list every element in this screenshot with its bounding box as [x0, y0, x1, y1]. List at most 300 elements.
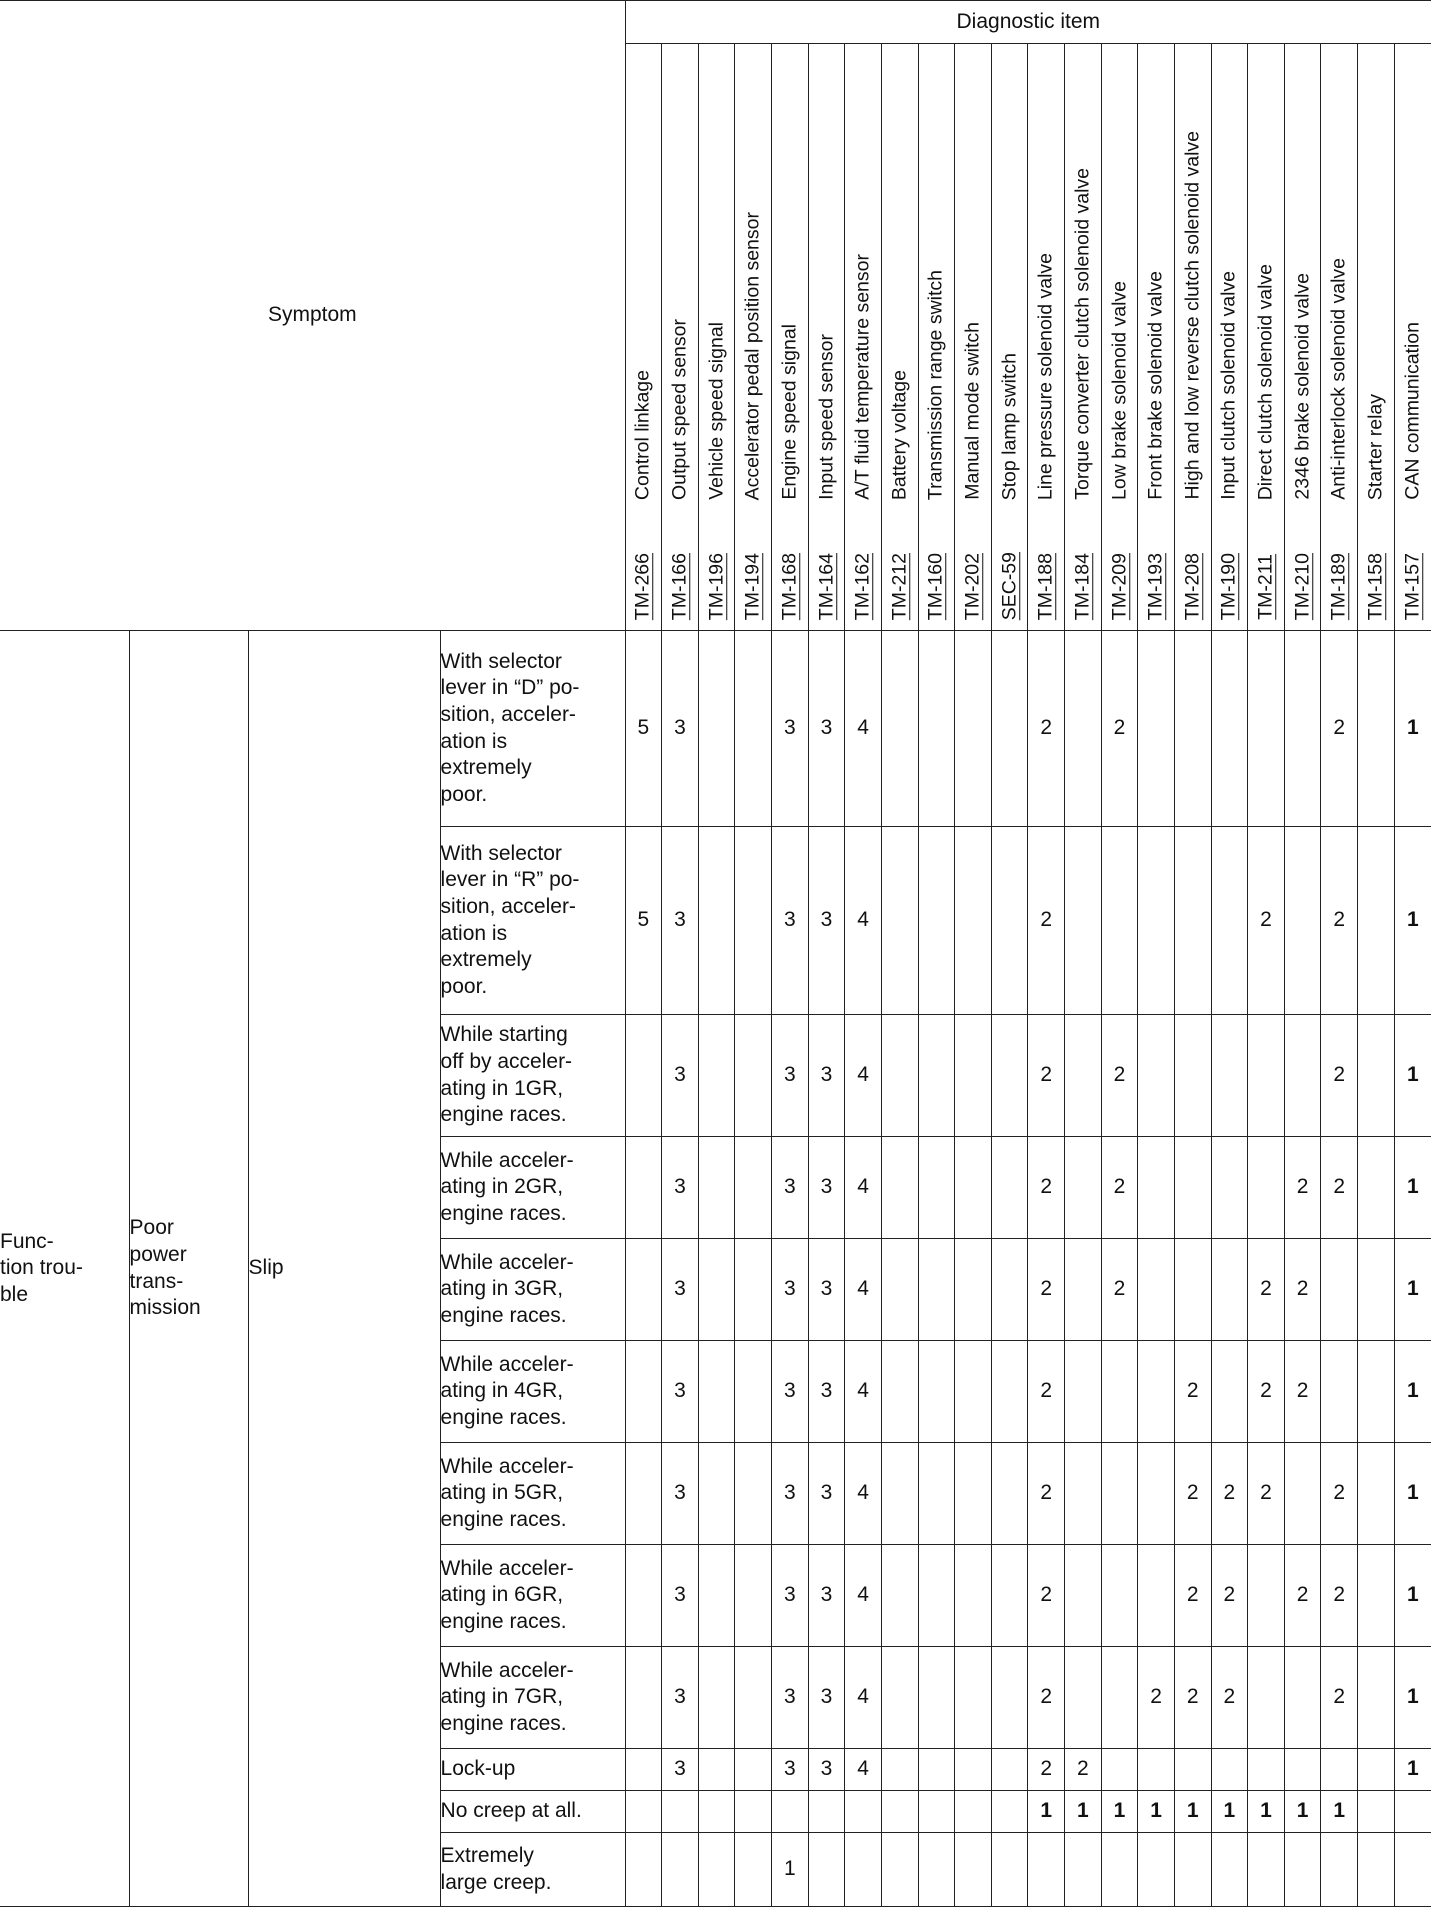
- priority-cell: 3: [772, 1137, 809, 1239]
- priority-cell: 1: [1394, 1443, 1431, 1545]
- priority-cell: [1138, 1239, 1175, 1341]
- diagnostic-item-column-header: [698, 44, 735, 631]
- symptom-description: Lock-up: [440, 1749, 625, 1791]
- symptom-description: With selector lever in “R” po- sition, acceler- ation is extremely poor.: [440, 827, 625, 1015]
- priority-cell: 3: [772, 1239, 809, 1341]
- diagnostic-item-reference-link[interactable]: TM-157: [1401, 552, 1424, 620]
- priority-cell: 2: [1101, 631, 1138, 827]
- priority-cell: [918, 1015, 955, 1137]
- priority-cell: 2: [1065, 1749, 1102, 1791]
- priority-cell: [991, 1791, 1028, 1833]
- priority-cell: 4: [845, 1647, 882, 1749]
- priority-cell: 3: [808, 1545, 845, 1647]
- priority-cell: 3: [772, 1647, 809, 1749]
- priority-cell: 2: [1211, 1443, 1248, 1545]
- priority-cell: [1358, 827, 1395, 1015]
- diagnostic-item-column-header: [1321, 44, 1358, 631]
- symptom-description: While acceler- ating in 3GR, engine races.: [440, 1239, 625, 1341]
- priority-cell: [1174, 1239, 1211, 1341]
- priority-cell: 2: [1284, 1341, 1321, 1443]
- priority-cell: [1065, 1015, 1102, 1137]
- priority-cell: [918, 1791, 955, 1833]
- symptom-type: Slip: [248, 631, 440, 1907]
- diagnostic-item-reference-link[interactable]: TM-168: [778, 552, 801, 620]
- priority-cell: 3: [808, 1749, 845, 1791]
- diagnostic-item-reference-link[interactable]: TM-194: [741, 552, 764, 620]
- diagnostic-item-name: Control linkage: [631, 369, 654, 500]
- symptom-subcategory: Poor power trans- mission: [129, 631, 248, 1907]
- diagnostic-item-reference-link[interactable]: TM-164: [814, 552, 837, 620]
- priority-cell: 3: [772, 631, 809, 827]
- priority-cell: [991, 1239, 1028, 1341]
- priority-cell: [1065, 1647, 1102, 1749]
- priority-cell: [698, 1749, 735, 1791]
- diagnostic-item-name: Stop lamp switch: [997, 352, 1020, 500]
- priority-cell: 3: [808, 631, 845, 827]
- priority-cell: [698, 1833, 735, 1907]
- priority-cell: [881, 1833, 918, 1907]
- priority-cell: [1284, 827, 1321, 1015]
- diagnostic-item-reference-link[interactable]: TM-211: [1254, 554, 1277, 620]
- priority-cell: [1138, 1137, 1175, 1239]
- priority-cell: 3: [662, 1015, 699, 1137]
- priority-cell: [918, 1137, 955, 1239]
- priority-cell: 2: [1138, 1647, 1175, 1749]
- diagnostic-item-name: Line pressure solenoid valve: [1034, 252, 1057, 500]
- diagnostic-item-column-header: [1284, 44, 1321, 631]
- priority-cell: 2: [1028, 631, 1065, 827]
- priority-cell: 4: [845, 1137, 882, 1239]
- priority-cell: [698, 1545, 735, 1647]
- priority-cell: [625, 1443, 662, 1545]
- priority-cell: [1358, 1647, 1395, 1749]
- diagnostic-item-column-header: [845, 44, 882, 631]
- priority-cell: [735, 827, 772, 1015]
- priority-cell: [918, 631, 955, 827]
- priority-cell: [955, 1545, 992, 1647]
- diagnostic-item-reference-link[interactable]: TM-162: [851, 552, 874, 620]
- priority-cell: [1394, 1833, 1431, 1907]
- priority-cell: [1138, 1749, 1175, 1791]
- priority-cell: 2: [1248, 1341, 1285, 1443]
- priority-cell: 2: [1321, 1015, 1358, 1137]
- priority-cell: [1248, 1647, 1285, 1749]
- priority-cell: [735, 1137, 772, 1239]
- priority-cell: 1: [1321, 1791, 1358, 1833]
- diagnostic-item-header: Diagnostic item: [625, 1, 1431, 44]
- priority-cell: [1065, 827, 1102, 1015]
- priority-cell: 1: [1394, 1341, 1431, 1443]
- priority-cell: [1358, 1749, 1395, 1791]
- priority-cell: 2: [1174, 1647, 1211, 1749]
- diagnostic-item-name: 2346 brake solenoid valve: [1290, 273, 1313, 500]
- priority-cell: 2: [1101, 1015, 1138, 1137]
- priority-cell: [625, 1791, 662, 1833]
- diagnostic-item-column-header: [1248, 44, 1285, 631]
- diagnostic-item-name: Engine speed signal: [778, 324, 801, 500]
- priority-cell: [1284, 1443, 1321, 1545]
- priority-cell: 2: [1028, 1015, 1065, 1137]
- priority-cell: [1174, 1015, 1211, 1137]
- priority-cell: [735, 1791, 772, 1833]
- priority-cell: 3: [808, 1341, 845, 1443]
- priority-cell: [698, 1341, 735, 1443]
- priority-cell: [662, 1791, 699, 1833]
- diagnostic-item-column-header: [918, 44, 955, 631]
- priority-cell: [991, 1137, 1028, 1239]
- priority-cell: [1065, 631, 1102, 827]
- priority-cell: 4: [845, 1015, 882, 1137]
- diagnostic-item-name: A/T fluid temperature sensor: [851, 254, 874, 500]
- priority-cell: [698, 631, 735, 827]
- diagnostic-item-reference-link[interactable]: TM-189: [1327, 552, 1350, 620]
- diagnostic-item-column-header: [955, 44, 992, 631]
- symptom-description: Extremely large creep.: [440, 1833, 625, 1907]
- diagnostic-item-reference-link[interactable]: TM-190: [1217, 552, 1240, 620]
- priority-cell: 3: [662, 1341, 699, 1443]
- priority-cell: 3: [808, 1443, 845, 1545]
- table-row: [0, 631, 1431, 827]
- priority-cell: [881, 1749, 918, 1791]
- priority-cell: 2: [1028, 1749, 1065, 1791]
- priority-cell: 4: [845, 827, 882, 1015]
- priority-cell: [772, 1791, 809, 1833]
- priority-cell: [1101, 1443, 1138, 1545]
- priority-cell: 3: [662, 1239, 699, 1341]
- priority-cell: 2: [1028, 1341, 1065, 1443]
- diagnostic-item-column-header: [1138, 44, 1175, 631]
- priority-cell: [1211, 631, 1248, 827]
- priority-cell: [1358, 1791, 1395, 1833]
- priority-cell: [625, 1137, 662, 1239]
- priority-cell: [1065, 1341, 1102, 1443]
- priority-cell: [625, 1749, 662, 1791]
- priority-cell: [955, 1137, 992, 1239]
- priority-cell: [845, 1791, 882, 1833]
- priority-cell: [1211, 827, 1248, 1015]
- priority-cell: [1138, 1545, 1175, 1647]
- priority-cell: [735, 1015, 772, 1137]
- priority-cell: [955, 1341, 992, 1443]
- priority-cell: [991, 1443, 1028, 1545]
- priority-cell: [625, 1647, 662, 1749]
- priority-cell: 4: [845, 1443, 882, 1545]
- priority-cell: 2: [1284, 1137, 1321, 1239]
- priority-cell: [918, 1545, 955, 1647]
- priority-cell: 2: [1174, 1545, 1211, 1647]
- priority-cell: [1101, 1647, 1138, 1749]
- diagnostic-item-reference-link[interactable]: TM-188: [1034, 552, 1057, 620]
- diagnostic-item-name: Manual mode switch: [961, 322, 984, 500]
- priority-cell: [955, 631, 992, 827]
- priority-cell: [1138, 1015, 1175, 1137]
- diagnostic-item-name: Accelerator pedal position sensor: [741, 211, 764, 500]
- priority-cell: 1: [1174, 1791, 1211, 1833]
- priority-cell: 2: [1101, 1239, 1138, 1341]
- priority-cell: [1321, 1239, 1358, 1341]
- diagnostic-item-reference-link[interactable]: TM-212: [888, 552, 910, 620]
- diagnostic-item-reference-link[interactable]: TM-184: [1071, 552, 1094, 620]
- priority-cell: [735, 1833, 772, 1907]
- priority-cell: 2: [1028, 1443, 1065, 1545]
- priority-cell: [1211, 1015, 1248, 1137]
- priority-cell: [918, 1833, 955, 1907]
- priority-cell: [881, 1443, 918, 1545]
- priority-cell: [1248, 1545, 1285, 1647]
- priority-cell: 4: [845, 1545, 882, 1647]
- priority-cell: 3: [662, 1443, 699, 1545]
- priority-cell: 2: [1028, 1545, 1065, 1647]
- priority-cell: [1211, 1341, 1248, 1443]
- diagnostic-item-name: Input clutch solenoid valve: [1217, 271, 1240, 500]
- priority-cell: [1284, 631, 1321, 827]
- priority-cell: [881, 1647, 918, 1749]
- priority-cell: [735, 1239, 772, 1341]
- priority-cell: 3: [772, 1015, 809, 1137]
- priority-cell: 3: [808, 1137, 845, 1239]
- priority-cell: 2: [1211, 1647, 1248, 1749]
- priority-cell: [955, 1791, 992, 1833]
- priority-cell: [881, 1239, 918, 1341]
- priority-cell: [698, 1137, 735, 1239]
- priority-cell: [991, 1749, 1028, 1791]
- symptom-description: While acceler- ating in 5GR, engine races.: [440, 1443, 625, 1545]
- priority-cell: [735, 1647, 772, 1749]
- priority-cell: 2: [1321, 1647, 1358, 1749]
- diagnostic-item-name: Battery voltage: [888, 369, 910, 500]
- priority-cell: [1065, 1545, 1102, 1647]
- priority-cell: [918, 1749, 955, 1791]
- priority-cell: [991, 631, 1028, 827]
- priority-cell: [1211, 1749, 1248, 1791]
- priority-cell: [955, 1749, 992, 1791]
- diagnostic-item-reference-link[interactable]: TM-210: [1290, 552, 1313, 620]
- diagnostic-item-name: Vehicle speed signal: [704, 322, 727, 500]
- priority-cell: 1: [1394, 1137, 1431, 1239]
- priority-cell: 2: [1174, 1341, 1211, 1443]
- priority-cell: [698, 1015, 735, 1137]
- priority-cell: [1065, 1833, 1102, 1907]
- priority-cell: [881, 1791, 918, 1833]
- priority-cell: [955, 1833, 992, 1907]
- priority-cell: 3: [662, 1137, 699, 1239]
- priority-cell: 2: [1101, 1137, 1138, 1239]
- diagnostic-item-reference-link[interactable]: TM-196: [704, 552, 727, 620]
- priority-cell: [625, 1833, 662, 1907]
- priority-cell: [955, 1239, 992, 1341]
- symptom-category: Func- tion trou- ble: [0, 631, 129, 1907]
- diagnostic-item-reference-link[interactable]: TM-193: [1144, 552, 1167, 620]
- priority-cell: [1101, 1833, 1138, 1907]
- priority-cell: [1284, 1015, 1321, 1137]
- priority-cell: 2: [1321, 631, 1358, 827]
- priority-cell: 3: [662, 1749, 699, 1791]
- priority-cell: [918, 1647, 955, 1749]
- priority-cell: [1101, 1341, 1138, 1443]
- priority-cell: [1321, 1749, 1358, 1791]
- priority-cell: [918, 1239, 955, 1341]
- priority-cell: 3: [808, 1239, 845, 1341]
- priority-cell: 2: [1028, 1137, 1065, 1239]
- priority-cell: [735, 631, 772, 827]
- priority-cell: [1138, 1341, 1175, 1443]
- diagnostic-item-reference-link[interactable]: TM-266: [631, 552, 654, 620]
- priority-cell: [1394, 1791, 1431, 1833]
- priority-cell: 1: [1284, 1791, 1321, 1833]
- priority-cell: [881, 631, 918, 827]
- priority-cell: 1: [1101, 1791, 1138, 1833]
- diagnostic-item-name: Input speed sensor: [814, 334, 837, 500]
- priority-cell: 2: [1321, 1137, 1358, 1239]
- diagnostic-item-column-header: [772, 44, 809, 631]
- priority-cell: [625, 1239, 662, 1341]
- priority-cell: 1: [1028, 1791, 1065, 1833]
- priority-cell: [1211, 1239, 1248, 1341]
- diagnostic-item-reference-link[interactable]: TM-158: [1364, 552, 1387, 620]
- priority-cell: [1174, 1749, 1211, 1791]
- priority-cell: 2: [1248, 827, 1285, 1015]
- priority-cell: 1: [1248, 1791, 1285, 1833]
- diagnostic-item-name: Transmission range switch: [924, 269, 947, 500]
- diagnostic-item-column-header: [662, 44, 699, 631]
- priority-cell: [698, 1239, 735, 1341]
- symptom-description: While acceler- ating in 7GR, engine races.: [440, 1647, 625, 1749]
- priority-cell: 2: [1248, 1443, 1285, 1545]
- diagnostic-item-column-header: [1101, 44, 1138, 631]
- symptom-description: No creep at all.: [440, 1791, 625, 1833]
- diagnostic-item-column-header: [1174, 44, 1211, 631]
- priority-cell: 1: [1138, 1791, 1175, 1833]
- diagnostic-item-name: Anti-interlock solenoid valve: [1327, 258, 1350, 500]
- priority-cell: [1248, 631, 1285, 827]
- priority-cell: [1138, 631, 1175, 827]
- priority-cell: 3: [662, 1647, 699, 1749]
- priority-cell: [735, 1545, 772, 1647]
- priority-cell: [808, 1791, 845, 1833]
- priority-cell: 1: [1394, 1015, 1431, 1137]
- priority-cell: [955, 827, 992, 1015]
- priority-cell: 2: [1028, 1647, 1065, 1749]
- priority-cell: [1321, 1341, 1358, 1443]
- diagnostic-item-name: Direct clutch solenoid valve: [1254, 263, 1277, 500]
- priority-cell: [1358, 1833, 1395, 1907]
- symptom-description: While starting off by acceler- ating in 1GR, engine races.: [440, 1015, 625, 1137]
- priority-cell: 3: [662, 827, 699, 1015]
- priority-cell: 3: [662, 1545, 699, 1647]
- diagnostic-item-column-header: [1211, 44, 1248, 631]
- symptom-header: Symptom: [0, 1, 625, 631]
- priority-cell: 2: [1174, 1443, 1211, 1545]
- priority-cell: [1248, 1137, 1285, 1239]
- diagnostic-item-column-header: [1358, 44, 1395, 631]
- priority-cell: [1211, 1137, 1248, 1239]
- priority-cell: [1065, 1137, 1102, 1239]
- priority-cell: [991, 1015, 1028, 1137]
- priority-cell: [1028, 1833, 1065, 1907]
- priority-cell: [881, 827, 918, 1015]
- priority-cell: 2: [1248, 1239, 1285, 1341]
- diagnostic-item-reference-link[interactable]: TM-208: [1181, 552, 1203, 620]
- priority-cell: [1174, 1137, 1211, 1239]
- priority-cell: 3: [662, 631, 699, 827]
- diagnostic-item-reference-link[interactable]: TM-209: [1107, 552, 1130, 620]
- priority-cell: [1174, 631, 1211, 827]
- priority-cell: 3: [808, 1647, 845, 1749]
- diagnostic-item-reference-link[interactable]: TM-202: [961, 552, 984, 620]
- priority-cell: [955, 1647, 992, 1749]
- priority-cell: [1248, 1015, 1285, 1137]
- diagnostic-item-reference-link[interactable]: SEC-59: [997, 551, 1020, 620]
- priority-cell: [1358, 1137, 1395, 1239]
- priority-cell: [1248, 1749, 1285, 1791]
- priority-cell: [955, 1443, 992, 1545]
- priority-cell: [881, 1545, 918, 1647]
- diagnostic-item-reference-link[interactable]: TM-160: [924, 552, 947, 620]
- priority-cell: 2: [1211, 1545, 1248, 1647]
- diagnostic-item-name: High and low reverse clutch solenoid valve: [1181, 131, 1203, 500]
- symptom-description: While acceler- ating in 4GR, engine races.: [440, 1341, 625, 1443]
- priority-cell: [1358, 631, 1395, 827]
- priority-cell: [918, 827, 955, 1015]
- priority-cell: 3: [772, 1443, 809, 1545]
- symptom-description: With selector lever in “D” po- sition, acceler- ation is extremely poor.: [440, 631, 625, 827]
- diagnostic-item-column-header: [808, 44, 845, 631]
- priority-cell: 2: [1284, 1239, 1321, 1341]
- priority-cell: [991, 1647, 1028, 1749]
- priority-cell: [1358, 1545, 1395, 1647]
- priority-cell: [1284, 1749, 1321, 1791]
- priority-cell: [735, 1749, 772, 1791]
- priority-cell: 1: [1394, 827, 1431, 1015]
- priority-cell: 1: [1394, 631, 1431, 827]
- priority-cell: 4: [845, 1749, 882, 1791]
- priority-cell: [1065, 1239, 1102, 1341]
- symptom-description: While acceler- ating in 2GR, engine races.: [440, 1137, 625, 1239]
- diagnostic-item-name: Torque converter clutch solenoid valve: [1071, 168, 1094, 500]
- priority-cell: [1138, 1833, 1175, 1907]
- priority-cell: [698, 1647, 735, 1749]
- diagnostic-item-name: Low brake solenoid valve: [1107, 281, 1130, 500]
- priority-cell: [1101, 1545, 1138, 1647]
- priority-cell: [698, 1791, 735, 1833]
- priority-cell: 3: [772, 827, 809, 1015]
- diagnostic-item-column-header: [735, 44, 772, 631]
- priority-cell: 1: [1394, 1647, 1431, 1749]
- priority-cell: [625, 1341, 662, 1443]
- diagnostic-item-column-header: [881, 44, 918, 631]
- priority-cell: 1: [772, 1833, 809, 1907]
- diagnostic-item-reference-link[interactable]: TM-166: [668, 552, 691, 620]
- priority-cell: 1: [1211, 1791, 1248, 1833]
- diagnostic-item-column-header: [625, 44, 662, 631]
- priority-cell: 3: [808, 1015, 845, 1137]
- priority-cell: [991, 1545, 1028, 1647]
- priority-cell: [1138, 1443, 1175, 1545]
- priority-cell: 4: [845, 631, 882, 827]
- priority-cell: 1: [1394, 1545, 1431, 1647]
- diagnostic-item-name: Starter relay: [1364, 393, 1387, 500]
- priority-cell: [1138, 827, 1175, 1015]
- priority-cell: [1358, 1015, 1395, 1137]
- priority-cell: 2: [1321, 1545, 1358, 1647]
- priority-cell: [918, 1443, 955, 1545]
- diagnostic-item-name: Front brake solenoid valve: [1144, 271, 1167, 500]
- priority-cell: 3: [772, 1545, 809, 1647]
- priority-cell: [918, 1341, 955, 1443]
- priority-cell: 2: [1028, 1239, 1065, 1341]
- priority-cell: 3: [808, 827, 845, 1015]
- priority-cell: 4: [845, 1239, 882, 1341]
